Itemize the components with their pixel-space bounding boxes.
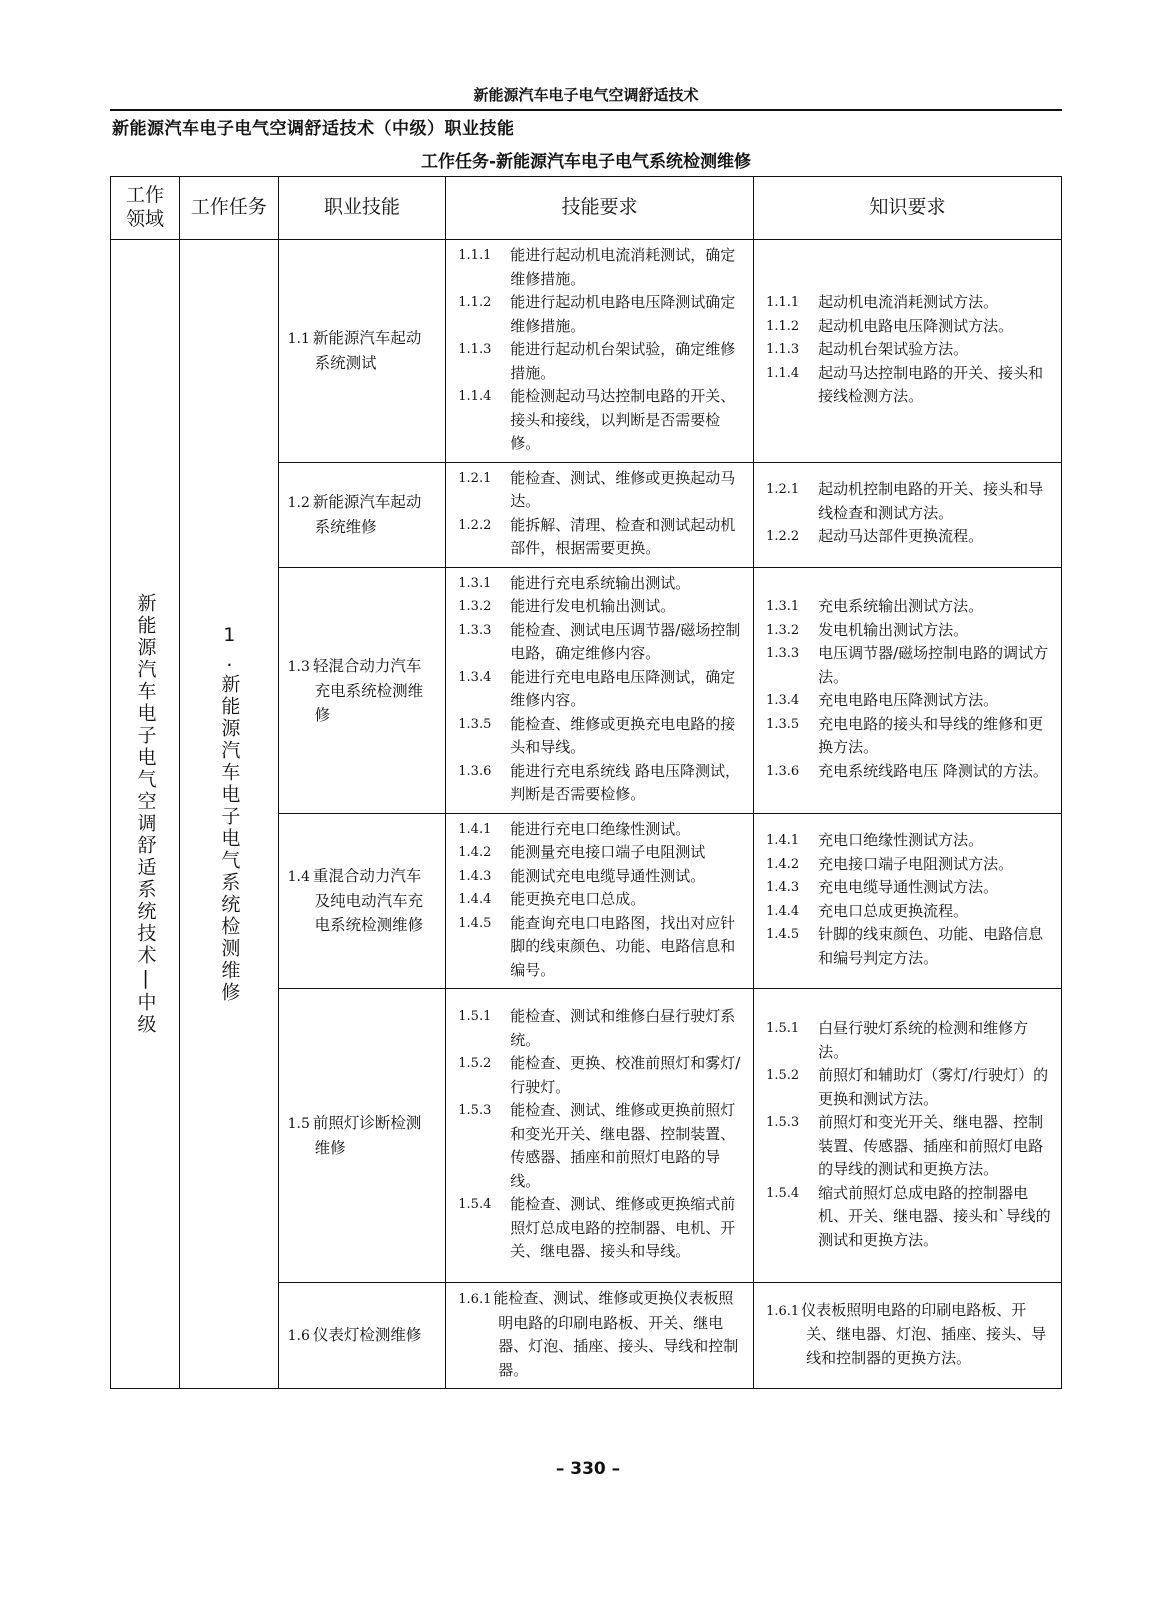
item-code: 1.3.6 — [458, 763, 492, 779]
skill-number: 1.6 — [287, 1328, 310, 1344]
item-code: 1.3.3 — [766, 646, 800, 661]
item-code: 1.5.3 — [458, 1103, 492, 1119]
work-task-cell — [180, 240, 279, 1389]
skill-number: 1.4 — [287, 869, 310, 886]
skill-name: 重混合动力汽车及纯电动汽车充电系统检测维修 — [312, 867, 424, 935]
item-code: 1.6.1 — [458, 1292, 492, 1307]
item-code: 1.4.3 — [458, 868, 492, 884]
item-code: 1.4.5 — [766, 927, 800, 943]
item-code: 1.4.3 — [766, 880, 800, 896]
header-skill: 职业技能 — [278, 177, 446, 240]
skill-requirement-item — [458, 514, 745, 561]
item-code: 1.5.3 — [766, 1115, 800, 1130]
skill-requirement-item — [458, 595, 745, 619]
skill-requirement-item — [458, 572, 745, 596]
item-code: 1.3.5 — [458, 716, 492, 732]
skill-requirement-item — [458, 1099, 745, 1193]
item-code: 1.4.4 — [458, 892, 492, 907]
item-text: 能检查、测试和维修白昼行驶灯系统。 — [510, 1007, 736, 1049]
item-code: 1.1.3 — [458, 342, 492, 357]
item-code: 1.3.4 — [766, 693, 800, 708]
knowledge-requirement-item — [766, 338, 1053, 362]
knowledge-requirement-item — [766, 689, 1053, 713]
item-code: 1.4.2 — [458, 845, 492, 860]
item-text: 仪表板照明电路的印刷电路板、开关、继电器、灯泡、插座、接头、导线和控制器的更换方法。 — [801, 1300, 1047, 1367]
knowledge-requirement-item — [766, 291, 1053, 315]
skill-requirement-item — [458, 291, 745, 338]
item-text: 能更换充电口总成。 — [510, 890, 646, 908]
skill-name: 轻混合动力汽车充电系统检测维修 — [312, 656, 424, 724]
item-code: 1.3.2 — [766, 622, 800, 638]
skill-requirement-item — [458, 912, 745, 983]
skill-requirements-cell — [446, 989, 754, 1283]
item-text: 能检查、测试、维修或更换前照灯和变光开关、继电器、控制装置、传感器、插座和前照灯电路的导线。 — [510, 1101, 736, 1190]
skill-name-cell — [278, 567, 446, 813]
item-code: 1.3.1 — [458, 575, 492, 591]
knowledge-requirement-item — [766, 595, 1053, 619]
knowledge-requirement-item — [766, 1111, 1053, 1182]
item-code: 1.6.1 — [766, 1303, 800, 1319]
knowledge-requirement-item — [766, 1064, 1053, 1111]
item-code: 1.1.2 — [458, 295, 492, 310]
skill-requirements-cell — [446, 1283, 754, 1389]
item-code: 1.1.2 — [766, 318, 800, 334]
item-text: 能测试充电电缆导通性测试。 — [510, 866, 706, 885]
item-code: 1.3.5 — [766, 716, 800, 732]
knowledge-requirement-item — [766, 525, 1053, 549]
skill-requirement-item — [458, 1005, 745, 1052]
item-text: 起动马达部件更换流程。 — [818, 527, 984, 546]
skill-requirement-item — [458, 666, 745, 713]
knowledge-requirement-item — [766, 923, 1053, 970]
item-code: 1.3.1 — [766, 599, 800, 614]
item-code: 1.5.4 — [766, 1185, 800, 1201]
skill-number: 1.5 — [287, 1116, 310, 1132]
item-code: 1.4.2 — [766, 856, 800, 872]
item-text: 充电口绝缘性测试方法。 — [818, 831, 984, 850]
table-row — [111, 240, 1062, 463]
item-code: 1.2.2 — [766, 529, 800, 545]
knowledge-requirements-cell — [754, 240, 1062, 463]
skill-name-cell — [278, 989, 446, 1283]
skill-name-cell — [278, 1283, 446, 1389]
knowledge-requirement-item — [766, 829, 1053, 853]
running-header: 新能源汽车电子电气空调舒适技术 — [110, 84, 1062, 111]
item-text: 能检查、维修或更换充电电路的接头和导线。 — [510, 714, 736, 756]
skill-requirement-item — [458, 467, 745, 514]
skill-requirements-cell — [446, 813, 754, 989]
item-text: 能进行充电电路电压降测试，确定维修内容。 — [510, 667, 736, 709]
work-domain-text: 新能源汽车电子电气空调舒适系统技术|中级 — [134, 592, 157, 1036]
item-code: 1.3.6 — [766, 763, 800, 779]
knowledge-requirements-cell — [754, 462, 1062, 567]
item-code: 1.4.5 — [458, 915, 492, 931]
item-code: 1.1.4 — [766, 365, 800, 381]
item-text: 能进行发电机输出测试。 — [510, 597, 676, 615]
item-text: 针脚的线束颜色、功能、电路信息和编号判定方法。 — [818, 925, 1044, 967]
skill-requirements-cell — [446, 567, 754, 813]
knowledge-requirements-cell — [754, 989, 1062, 1283]
skill-number: 1.2 — [287, 495, 310, 511]
item-code: 1.3.4 — [458, 669, 492, 685]
item-text: 充电电路电压降测试方法。 — [818, 691, 999, 709]
item-text: 充电系统输出测试方法。 — [818, 597, 984, 615]
skill-name: 新能源汽车起动系统维修 — [312, 493, 422, 536]
skill-name: 前照灯诊断检测维修 — [312, 1114, 422, 1157]
item-text: 能进行充电系统输出测试。 — [510, 573, 691, 592]
header-task: 工作任务 — [180, 177, 279, 240]
skill-requirement-item — [458, 385, 745, 456]
skill-requirement-item — [458, 888, 745, 912]
item-text: 白昼行驶灯系统的检测和维修方法。 — [818, 1019, 1029, 1061]
skill-number: 1.3 — [287, 658, 310, 675]
knowledge-requirement-item — [766, 1299, 1053, 1371]
item-text: 起动马达控制电路的开关、接头和接线检测方法。 — [818, 363, 1044, 405]
item-code: 1.1.1 — [766, 295, 800, 310]
item-text: 能拆解、清理、检查和测试起动机部件，根据需要更换。 — [510, 515, 736, 557]
work-task-text: 1.新能源汽车电子电气系统检测维修 — [218, 624, 241, 1004]
document-title: 新能源汽车电子电气空调舒适技术（中级）职业技能 — [112, 119, 515, 139]
knowledge-requirement-item — [766, 853, 1053, 877]
header-domain: 工作领域 — [111, 177, 180, 240]
document-subtitle: 工作任务-新能源汽车电子电气系统检测维修 — [420, 152, 752, 172]
item-code: 1.4.1 — [458, 821, 492, 837]
item-text: 能查询充电口电路图，找出对应针脚的线束颜色、功能、电路信息和编号。 — [510, 913, 736, 979]
knowledge-requirement-item — [766, 1182, 1053, 1253]
item-code: 1.5.4 — [458, 1197, 492, 1213]
knowledge-requirement-item — [766, 642, 1053, 689]
knowledge-requirement-item — [766, 876, 1053, 900]
item-text: 起动机台架试验方法。 — [818, 340, 969, 358]
item-code: 1.4.4 — [766, 903, 800, 919]
skill-requirement-item — [458, 244, 745, 291]
knowledge-requirement-item — [766, 362, 1053, 409]
skill-requirement-item — [458, 1287, 745, 1382]
item-text: 能进行起动机电路电压降测试确定维修措施。 — [510, 293, 736, 335]
item-text: 起动机电路电压降测试方法。 — [818, 316, 1014, 335]
item-text: 能检查、测试、维修或更换仪表板照明电路的印刷电路板、开关、继电器、灯泡、插座、接头、导线和控制器。 — [493, 1289, 739, 1379]
skill-requirement-item — [458, 818, 745, 842]
item-text: 起动机控制电路的开关、接头和导线检查和测试方法。 — [818, 480, 1044, 522]
skill-name: 新能源汽车起动系统测试 — [312, 329, 422, 373]
skill-name: 仪表灯检测维修 — [312, 1326, 422, 1344]
skill-requirement-item — [458, 865, 745, 889]
item-text: 能进行起动机台架试验，确定维修措施。 — [510, 340, 736, 382]
item-text: 充电电缆导通性测试方法。 — [818, 878, 999, 897]
item-code: 1.1.3 — [766, 342, 800, 357]
item-text: 电压调节器/磁场控制电路的调试方法。 — [818, 644, 1049, 686]
knowledge-requirement-item — [766, 900, 1053, 924]
knowledge-requirements-cell — [754, 1283, 1062, 1389]
skill-requirements-cell — [446, 240, 754, 463]
item-text: 起动机电流消耗测试方法。 — [818, 293, 999, 311]
knowledge-requirement-item — [766, 478, 1053, 525]
item-code: 1.2.1 — [458, 470, 492, 486]
knowledge-requirements-cell — [754, 813, 1062, 989]
skill-requirements-cell — [446, 462, 754, 567]
header-skill-requirements: 技能要求 — [446, 177, 754, 240]
item-code: 1.3.2 — [458, 599, 492, 614]
item-text: 缩式前照灯总成电路的控制器电机、开关、继电器、接头和`导线的测试和更换方法。 — [818, 1183, 1051, 1249]
skill-name-cell — [278, 813, 446, 989]
item-text: 前照灯和辅助灯（雾灯/行驶灯）的更换和测试方法。 — [818, 1066, 1049, 1108]
item-code: 1.5.2 — [766, 1068, 800, 1083]
item-text: 充电口总成更换流程。 — [818, 901, 969, 920]
page-number: – 330 – — [555, 1459, 621, 1479]
item-code: 1.2.1 — [766, 482, 800, 498]
item-code: 1.5.2 — [458, 1056, 492, 1072]
skills-table — [110, 176, 1062, 1389]
knowledge-requirement-item — [766, 619, 1053, 643]
knowledge-requirement-item — [766, 315, 1053, 339]
item-text: 能检查、测试、维修或更换缩式前照灯总成电路的控制器、电机、开关、继电器、接头和导线。 — [510, 1195, 736, 1261]
item-code: 1.1.4 — [458, 389, 492, 404]
item-code: 1.4.1 — [766, 833, 800, 849]
item-text: 能检查、测试、维修或更换起动马达。 — [510, 468, 736, 510]
item-text: 能进行充电口绝缘性测试。 — [510, 819, 691, 838]
skill-name-cell — [278, 240, 446, 463]
item-text: 充电电路的接头和导线的维修和更换方法。 — [818, 714, 1044, 756]
skill-requirement-item — [458, 1193, 745, 1264]
table-body — [111, 240, 1062, 1389]
knowledge-requirement-item — [766, 1017, 1053, 1064]
item-text: 能进行充电系统线 路电压降测试，判断是否需要检修。 — [510, 761, 741, 803]
skill-requirement-item — [458, 1052, 745, 1099]
knowledge-requirements-cell — [754, 567, 1062, 813]
skill-name-cell — [278, 462, 446, 567]
item-text: 能检查、更换、校准前照灯和雾灯/行驶灯。 — [510, 1054, 741, 1096]
knowledge-requirement-item — [766, 713, 1053, 760]
item-text: 能检查、测试电压调节器/磁场控制电路，确定维修内容。 — [510, 620, 741, 662]
item-text: 能进行起动机电流消耗测试，确定维修措施。 — [510, 246, 736, 288]
item-code: 1.5.1 — [766, 1021, 800, 1036]
header-knowledge-requirements: 知识要求 — [754, 177, 1062, 240]
item-code: 1.3.3 — [458, 622, 492, 638]
item-text: 充电接口端子电阻测试方法。 — [818, 854, 1014, 873]
table-header-row — [111, 177, 1062, 240]
item-text: 能检测起动马达控制电路的开关、接头和接线，以判断是否需要检修。 — [510, 387, 736, 452]
work-domain-cell — [111, 240, 180, 1389]
skill-requirement-item — [458, 713, 745, 760]
knowledge-requirement-item — [766, 760, 1053, 784]
item-text: 充电系统线路电压 降测试的方法。 — [818, 761, 1048, 780]
skill-requirement-item — [458, 760, 745, 807]
item-text: 前照灯和变光开关、继电器、控制装置、传感器、插座和前照灯电路的导线的测试和更换方法。 — [818, 1113, 1044, 1178]
item-code: 1.1.1 — [458, 248, 492, 263]
item-code: 1.5.1 — [458, 1009, 492, 1025]
item-text: 发电机输出测试方法。 — [818, 620, 969, 639]
skill-requirement-item — [458, 619, 745, 666]
skill-number: 1.1 — [287, 331, 310, 348]
item-code: 1.2.2 — [458, 517, 492, 533]
skill-requirement-item — [458, 338, 745, 385]
item-text: 能测量充电接口端子电阻测试 — [510, 843, 706, 861]
skill-requirement-item — [458, 841, 745, 865]
